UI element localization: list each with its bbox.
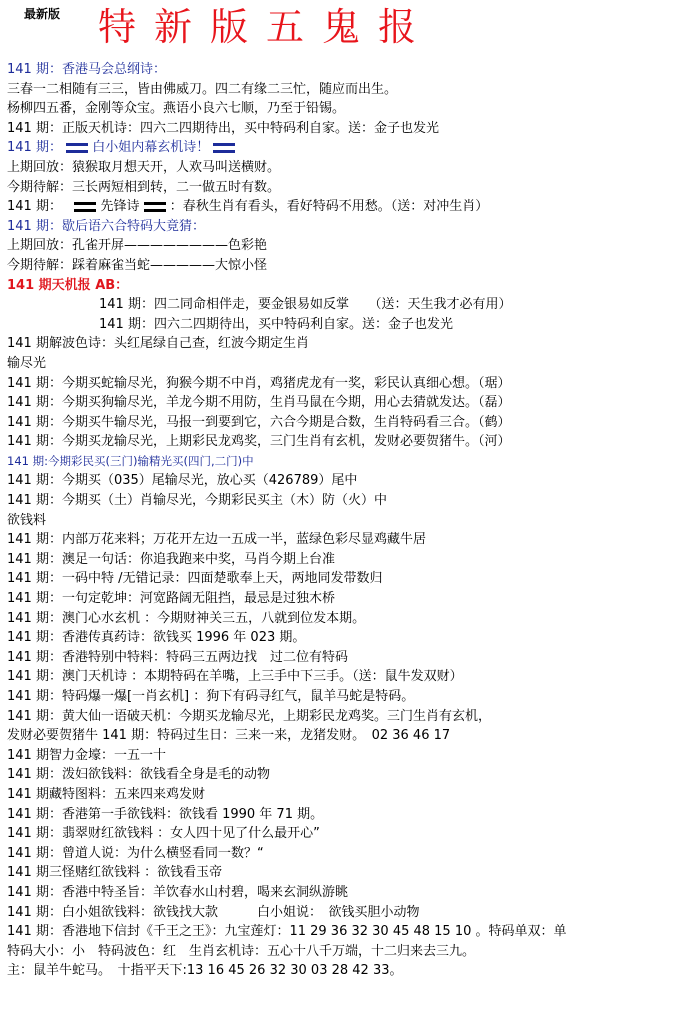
- text-line: [7, 138, 683, 158]
- text-line: 141 期:今期彩民买(三门)输精光买(四门,二门)中: [7, 453, 254, 468]
- text-line: 141 期：泼妇欲钱料：欲钱看全身是毛的动物: [7, 767, 270, 783]
- text-line: 141 期：今期买狗输尽光，羊龙今期不用防，生肖马鼠在今期，用心去猜就发达。（磊）: [7, 395, 511, 411]
- text-line: 输尽光: [7, 355, 47, 371]
- text-line: 141 期：正版天机诗：四六二四期待出，买中特码利自家。送：金子也发光: [7, 120, 439, 136]
- line-text: ：春秋生肖有看头，看好特码不用愁。（送：对冲生肖）: [169, 199, 489, 215]
- issue-label: 141 期：: [7, 199, 62, 215]
- text-line: 141 期：曾道人说：为什么横竖看同一数？“: [7, 845, 264, 861]
- text-line: 特码大小：小 特码波色：红 生肖玄机诗：五心十八千万端，十二归来去三九。: [7, 943, 476, 959]
- text-line: 141 期：今期买龙输尽光，上期彩民龙鸡奖，三门生肖有玄机，发财必要贺猪牛。（河）: [7, 434, 511, 450]
- text-line: 141 期：四六二四期待出，买中特码利自家。送：金子也发光: [99, 316, 453, 332]
- text-line: 141 期：白小姐欲钱料：欲钱找大款 白小姐说： 欲钱买胆小动物: [7, 904, 420, 920]
- text-line: 141 期：一码中特 /无错记录：四面楚歌奉上天，两地同发带数归: [7, 571, 383, 587]
- text-line: [7, 197, 683, 217]
- text-line: 主：鼠羊牛蛇马。 十指平天下:13 16 45 26 32 30 03 28 42 33。: [7, 963, 403, 979]
- text-line: 141 期：特码爆一爆[一肖玄机] ：狗下有码寻红气，鼠羊马蛇是特码。: [7, 689, 415, 704]
- text-line: 141 期：香港马会总纲诗：: [7, 62, 166, 77]
- heading-text: 先锋诗: [100, 199, 140, 215]
- page-title: 特新版五鬼报: [98, 5, 435, 49]
- text-line: 三春一二相随有三三，皆由佛威刀。四二有缘二三忙，随应而出生。: [7, 81, 398, 97]
- text-line: 141 期：香港特别中特料：特码三五两边找 过二位有特码: [7, 649, 348, 665]
- text-line: 今期待解：三长两短相到转，二一做五时有数。: [7, 179, 281, 195]
- text-line: 141 期：一句定乾坤：河宽路阔无阻挡，最忌是过独木桥: [7, 591, 335, 607]
- text-line: 141 期解波色诗：头红尾绿自己查，红波今期定生肖: [7, 336, 309, 352]
- text-line: 141 期：歇后语六合特码大竟猜：: [7, 218, 205, 234]
- text-line: 发财必要贺猪牛 141 期：特码过生日：三来一来，龙猪发财。 02 36 46 17: [7, 728, 451, 744]
- text-line: 今期待解：踩着麻雀当蛇—————大惊小怪: [7, 257, 268, 273]
- text-line: 杨柳四五番，金刚等众宝。燕语小良六七顺，乃至于铅锡。: [7, 101, 346, 117]
- article-body: [7, 60, 683, 981]
- issue-label: 141 期：: [7, 140, 62, 156]
- text-line: 141 期：澳足一句话：你追我跑来中奖，马肖今期上台准: [7, 551, 335, 567]
- double-bar-icon: [74, 202, 96, 212]
- text-line: 141 期：翡翠财红欲钱料 ：女人四十见了什么最开心”: [7, 826, 320, 842]
- double-bar-icon: [213, 143, 235, 153]
- text-line: 141 期：今期买（035）尾输尽光，放心买（426789）尾中: [7, 473, 358, 489]
- text-line: 141 期：香港传真药诗：欲钱买 1996 年 023 期。: [7, 630, 306, 646]
- text-line: 141 期：澳门心水玄机 ：今期财神关三五，八就到位发本期。: [7, 610, 366, 626]
- double-bar-icon: [144, 202, 166, 212]
- text-line: 141 期：澳门天机诗 ：本期特码在羊嘴，上三手中下三手。（送：鼠牛发双财）: [7, 669, 463, 685]
- text-line: 141 期三怪赌红欲钱料 ：欲钱看玉帝: [7, 865, 223, 881]
- double-bar-icon: [66, 143, 88, 153]
- text-line: 141 期：香港中特圣旨：羊饮春水山村碧，喝来玄洞纵游眺: [7, 884, 348, 900]
- text-line: 141 期智力金壕：一五一十: [7, 747, 166, 763]
- section-heading: 141 期天机报 AB：: [7, 277, 129, 293]
- text-line: 141 期：今期买蛇输尽光，狗猴今期不中肖，鸡猪虎龙有一奖，彩民认真细心想。（琚）: [7, 375, 511, 391]
- text-line: 141 期：香港第一手欲钱料：欲钱看 1990 年 71 期。: [7, 806, 324, 822]
- heading-text: 白小姐内幕玄机诗！: [92, 140, 210, 156]
- text-line: 141 期：四二同命相伴走，要金银易如反掌 （送：天生我才必有用）: [99, 297, 512, 313]
- text-line: 欲钱料: [7, 512, 47, 528]
- text-line: 141 期：今期买牛输尽光，马报一到要到它，六合今期是合数，生肖特码看三合。（鹤）: [7, 414, 511, 430]
- text-line: 上期回放：孔雀开屏————————色彩艳: [7, 238, 268, 254]
- text-line: 141 期藏特图料：五来四来鸡发财: [7, 786, 205, 802]
- text-line: 141 期：内部万花来料；万花开左边一五成一半，蓝绿色彩尽显鸡藏牛居: [7, 532, 426, 548]
- text-line: 141 期：黄大仙一语破天机：今期买龙输尽光，上期彩民龙鸡奖。三门生肖有玄机，: [7, 708, 491, 724]
- text-line: 141 期：香港地下信封《千王之王》：九宝莲灯：11 29 36 32 30 45 48 15 10 。特码单双：单: [7, 924, 567, 940]
- text-line: 141 期：今期买（土）肖输尽光，今期彩民买主（木）防（火）中: [7, 493, 387, 509]
- edition-label: 最新版: [24, 7, 61, 21]
- text-line: 上期回放：猿猴取月想天开，人欢马叫送横财。: [7, 159, 281, 175]
